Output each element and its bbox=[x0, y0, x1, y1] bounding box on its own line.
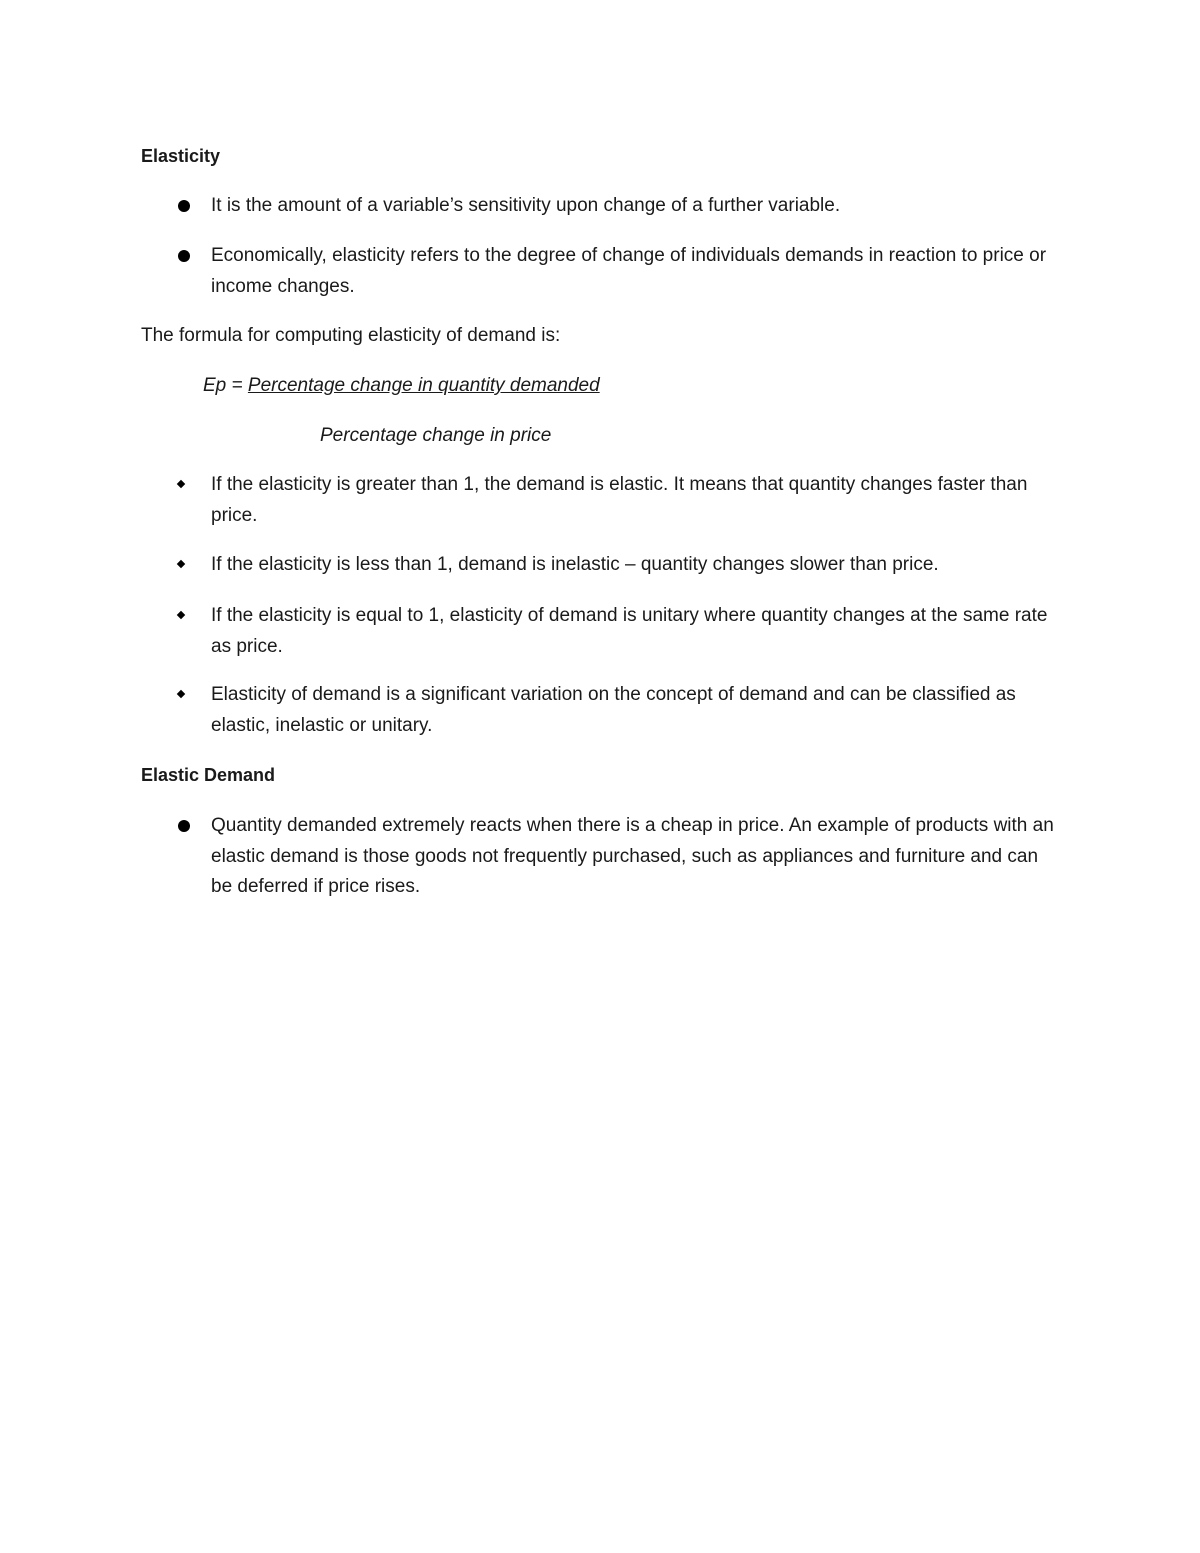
list-item-text: Economically, elasticity refers to the degree of change of individuals demands in reaction to price or income changes. bbox=[211, 245, 1047, 297]
formula-lhs: Ep = bbox=[203, 375, 248, 396]
heading-elasticity: Elasticity bbox=[141, 146, 221, 166]
formula-intro: The formula for computing elasticity of demand is: bbox=[141, 325, 561, 346]
bullet-icon bbox=[174, 470, 204, 500]
list-item-text: If the elasticity is equal to 1, elasticity of demand is unitary where quantity changes at the same rate as price. bbox=[211, 605, 1048, 657]
bullet-icon bbox=[174, 550, 204, 580]
list-item-text: It is the amount of a variable’s sensitivity upon change of a further variable. bbox=[211, 195, 841, 216]
heading-elastic-demand: Elastic Demand bbox=[141, 765, 276, 785]
list-item-text: Elasticity of demand is a significant variation on the concept of demand and can be classified as elastic, inelastic or unitary. bbox=[211, 684, 1016, 736]
list-item bbox=[174, 550, 1064, 581]
list-item bbox=[174, 811, 1064, 903]
list-item bbox=[174, 191, 1064, 222]
formula-numerator-line bbox=[203, 371, 600, 401]
list-item bbox=[174, 241, 1064, 302]
bullet-icon bbox=[174, 811, 204, 841]
list-item bbox=[174, 601, 1064, 662]
bullet-icon bbox=[174, 241, 204, 271]
list-item bbox=[174, 470, 1064, 531]
list-item-text: Quantity demanded extremely reacts when there is a cheap in price. An example of products with an elastic demand is those goods not frequently purchased, such as appliances and furniture and can be deferred if price rises. bbox=[211, 815, 1054, 897]
formula-numerator: Percentage change in quantity demanded bbox=[247, 375, 600, 396]
list-item bbox=[174, 680, 1064, 741]
formula-denominator: Percentage change in price bbox=[320, 425, 552, 446]
bullet-icon bbox=[174, 680, 204, 710]
list-item-text: If the elasticity is less than 1, demand is inelastic – quantity changes slower than price. bbox=[211, 554, 939, 575]
list-item-text: If the elasticity is greater than 1, the demand is elastic. It means that quantity changes faster than price. bbox=[211, 474, 1028, 526]
bullet-icon bbox=[174, 601, 204, 631]
bullet-icon bbox=[174, 191, 204, 221]
